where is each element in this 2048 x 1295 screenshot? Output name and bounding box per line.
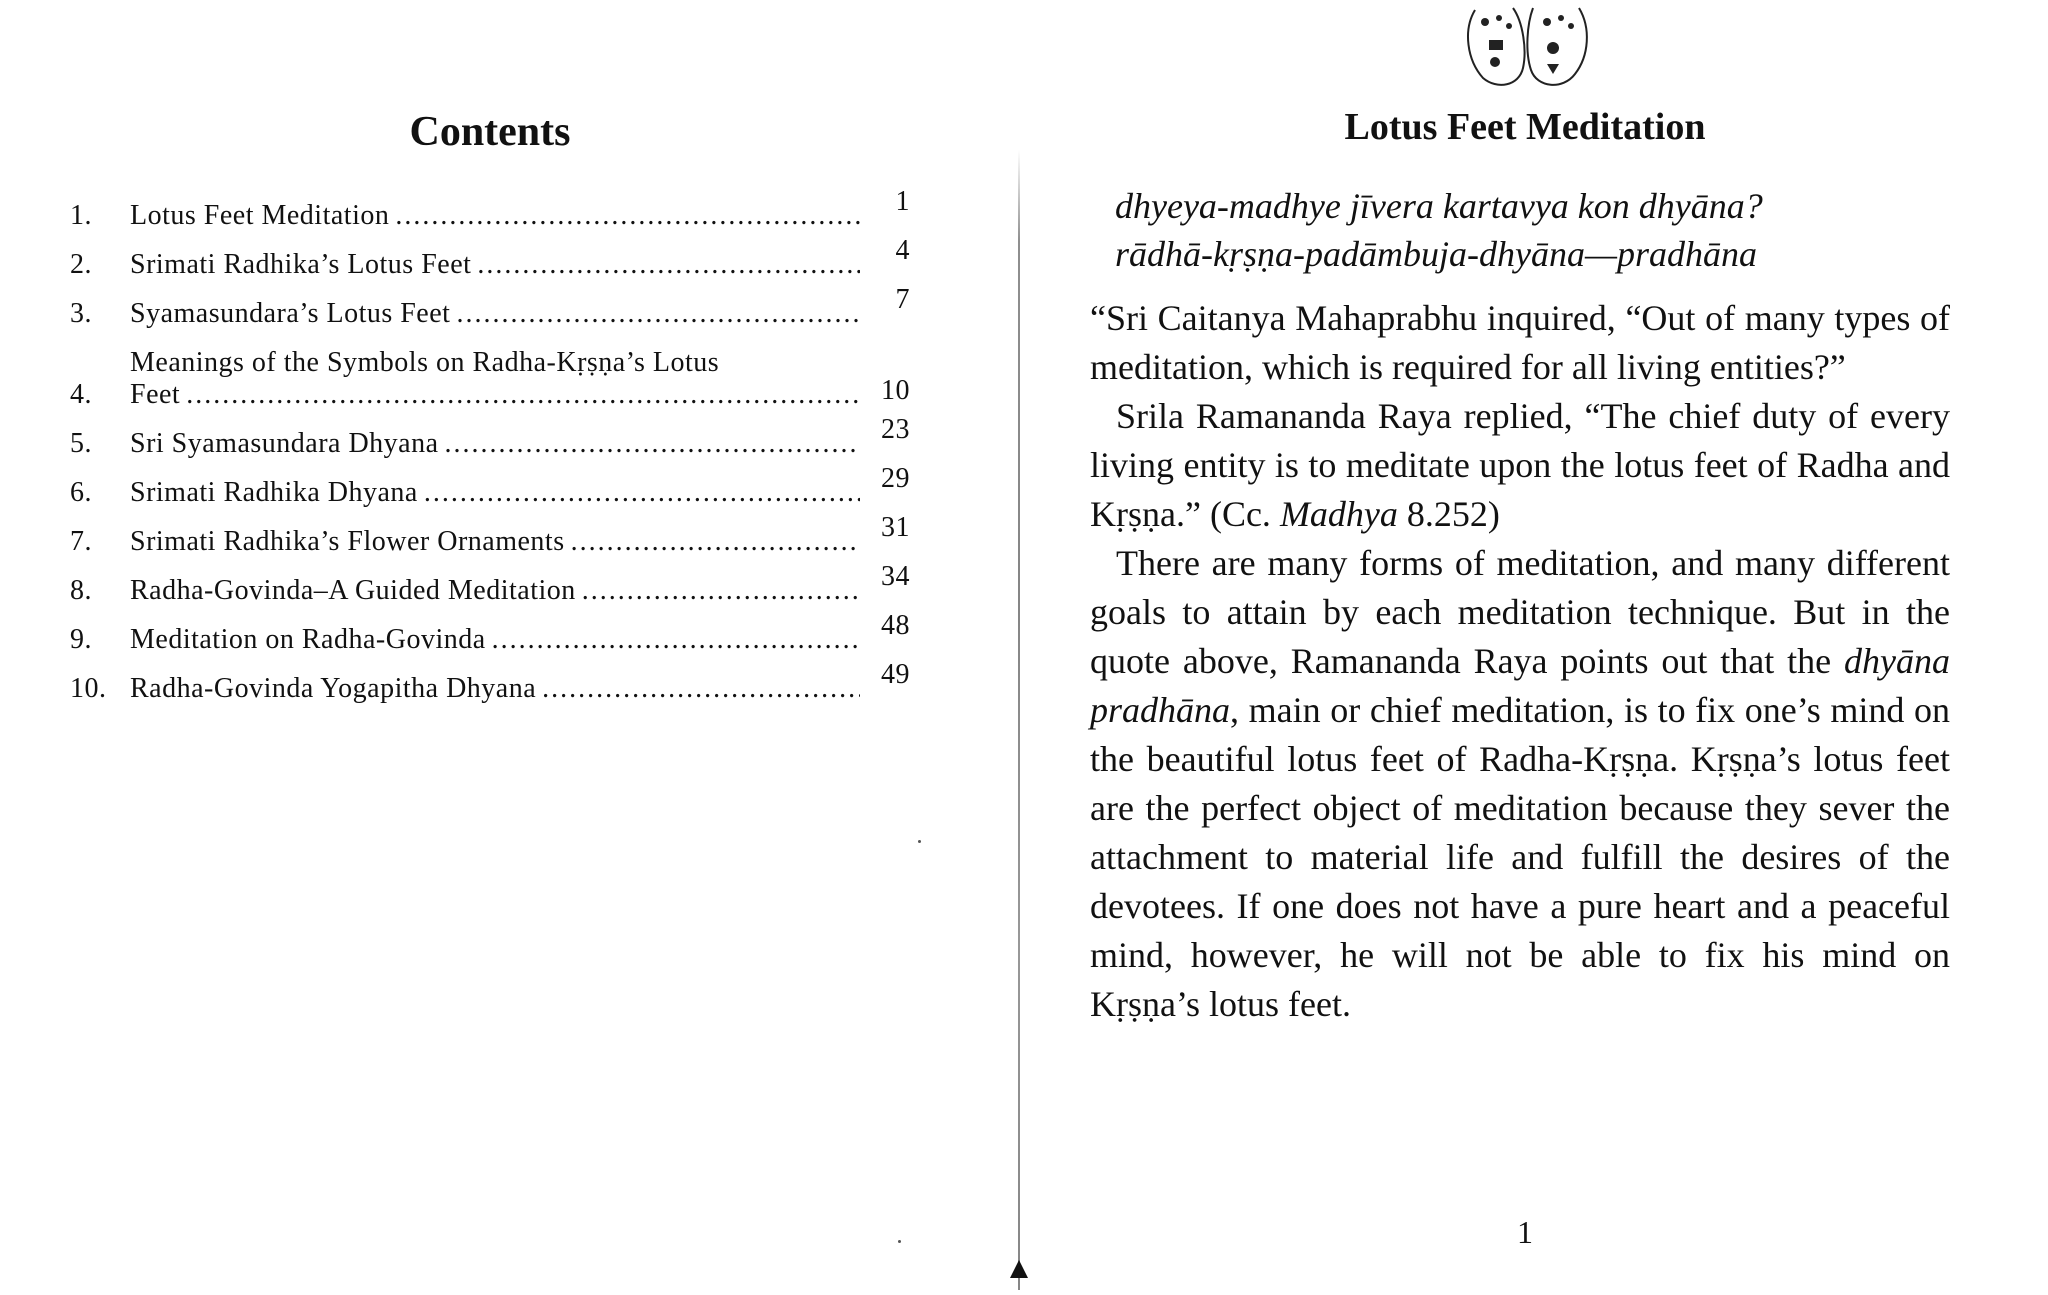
- contents-heading: Contents: [409, 109, 571, 155]
- toc-leader-dots: [542, 673, 860, 705]
- toc-entry[interactable]: [70, 659, 910, 705]
- toc-title: Radha-Govinda Yogapitha Dhyana: [130, 673, 537, 704]
- chapter-heading: Lotus Feet Meditation: [1344, 106, 1706, 148]
- toc-leader-dots: [395, 200, 860, 232]
- page-number: 1: [1517, 1214, 1533, 1250]
- toc-entry[interactable]: [70, 186, 910, 232]
- toc-page-number: 48: [881, 610, 910, 641]
- toc-number: 9.: [70, 624, 92, 655]
- toc-title: Srimati Radhika Dhyana: [130, 477, 418, 508]
- toc-number: 2.: [70, 249, 92, 280]
- body-text: [1090, 294, 1950, 1029]
- toc-number: 6.: [70, 477, 92, 508]
- toc-leader-dots: [571, 526, 860, 558]
- toc-leader-dots: [492, 624, 860, 656]
- paragraph: “Sri Caitanya Mahaprabhu inquired, “Out of many types of meditation, which is required for all living entities?”: [1090, 298, 1950, 387]
- toc-entry[interactable]: [70, 347, 910, 411]
- toc-page-number: 34: [881, 561, 910, 592]
- toc-entry[interactable]: [70, 414, 910, 460]
- toc-leader-dots: [582, 575, 860, 607]
- toc-leader-dots: [424, 477, 860, 509]
- toc-entry[interactable]: [70, 284, 910, 330]
- toc-page-number: 4: [895, 235, 910, 266]
- verse-line: dhyeya-madhye jīvera kartavya kon dhyāna?: [1115, 186, 1763, 226]
- toc-entry[interactable]: [70, 512, 910, 558]
- toc-leader-dots: [456, 298, 860, 330]
- toc-leader-dots: [186, 379, 860, 411]
- toc-page-number: 49: [881, 659, 910, 690]
- print-speck: [898, 1240, 901, 1243]
- toc-page-number: 31: [881, 512, 910, 543]
- toc-number: 7.: [70, 526, 92, 557]
- toc-leader-dots: [477, 249, 860, 281]
- print-speck: [918, 840, 921, 843]
- sanskrit-verse: [1115, 182, 1995, 278]
- toc-number: 1.: [70, 200, 92, 231]
- toc-title: Srimati Radhika’s Flower Ornaments: [130, 526, 565, 557]
- paragraph: There are many forms of meditation, and many different goals to attain by each meditation technique. But in the quote above, Ramananda Raya points out that the dhyāna pradhāna, main or chief meditation, is to fix one’s mind on the beautiful lotus feet of Radha-Kṛṣṇa. Kṛṣṇa’s lotus feet are the perfect object of meditation because they sever the attachment to material life and fulfill the desires of the devotees. If one does not have a pure heart and a peaceful mind, however, he will not be able to fix his mind on Kṛṣṇa’s lotus feet.: [1090, 543, 1950, 1024]
- toc-number: 8.: [70, 575, 92, 606]
- toc-number: 5.: [70, 428, 92, 459]
- toc-entry[interactable]: [70, 561, 910, 607]
- verse-line: rādhā-kṛṣṇa-padāmbuja-dhyāna—pradhāna: [1115, 234, 1757, 274]
- toc-title: Syamasundara’s Lotus Feet: [130, 298, 451, 329]
- toc-entry[interactable]: [70, 610, 910, 656]
- toc-page-number: 29: [881, 463, 910, 494]
- toc-page-number: 10: [881, 375, 910, 406]
- toc-entry[interactable]: [70, 463, 910, 509]
- toc-leader-dots: [445, 428, 860, 460]
- toc-title: Srimati Radhika’s Lotus Feet: [130, 249, 472, 280]
- table-of-contents: [70, 186, 910, 722]
- paragraph: Srila Ramananda Raya replied, “The chief duty of every living entity is to meditate upon the lotus feet of Radha and Kṛṣṇa.” (Cc. Madhya 8.252): [1090, 396, 1950, 534]
- toc-title-line2: Feet: [130, 379, 181, 410]
- toc-title: Sri Syamasundara Dhyana: [130, 428, 439, 459]
- toc-number: 10.: [70, 673, 107, 704]
- toc-entry[interactable]: [70, 235, 910, 281]
- toc-page-number: 1: [895, 186, 910, 217]
- toc-title: Radha-Govinda–A Guided Meditation: [130, 575, 576, 606]
- toc-page-number: 23: [881, 414, 910, 445]
- toc-page-number: 7: [895, 284, 910, 315]
- toc-number: 4.: [70, 379, 92, 410]
- toc-title: Lotus Feet Meditation: [130, 200, 390, 231]
- toc-title-line1: Meanings of the Symbols on Radha-Kṛṣṇa’s Lotus: [130, 347, 720, 378]
- lotus-feet-footprints-icon: [1453, 0, 1603, 90]
- toc-number: 3.: [70, 298, 92, 329]
- left-page: [0, 0, 1020, 1295]
- toc-title: Meditation on Radha-Govinda: [130, 624, 486, 655]
